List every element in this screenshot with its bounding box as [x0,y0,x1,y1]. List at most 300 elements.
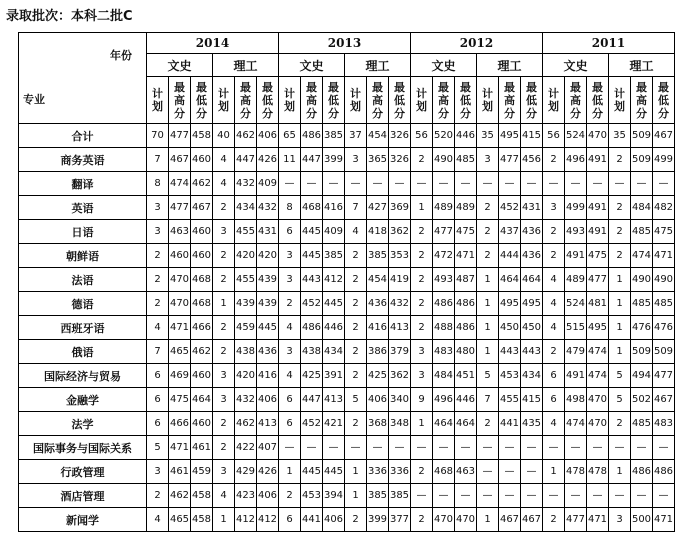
major-name-cell: 德语 [19,292,147,316]
score-cell: 8 [147,172,169,196]
score-cell: — [499,172,521,196]
score-cell: 453 [301,484,323,508]
major-name-cell: 法学 [19,412,147,436]
subcolumn-char: 分 [262,106,273,120]
score-cell: — [521,436,543,460]
score-cell: 56 [411,124,433,148]
score-cell: 2 [345,508,367,532]
score-cell: 70 [147,124,169,148]
score-cell: 461 [191,436,213,460]
score-cell: — [631,484,653,508]
score-cell: — [345,172,367,196]
table-row [19,196,675,220]
score-cell: 37 [345,124,367,148]
score-cell: 436 [367,292,389,316]
score-cell: 460 [191,148,213,172]
score-cell: 2 [411,244,433,268]
score-cell: 470 [587,412,609,436]
score-cell: 456 [521,148,543,172]
score-cell: — [389,436,411,460]
score-cell: 470 [169,268,191,292]
score-cell: 460 [191,364,213,388]
score-cell: 2 [411,148,433,172]
subcolumn-char: 最 [174,80,185,94]
score-cell: 491 [587,196,609,220]
score-cell: — [433,436,455,460]
table-row [19,364,675,388]
table-row [19,220,675,244]
score-cell: 4 [147,316,169,340]
score-cell: 1 [345,484,367,508]
score-cell: 445 [301,220,323,244]
score-cell: 486 [455,292,477,316]
score-cell: 2 [213,196,235,220]
score-cell: 464 [433,412,455,436]
score-cell: 2 [213,412,235,436]
score-cell: 3 [213,388,235,412]
score-cell: — [587,436,609,460]
score-cell: 465 [169,508,191,532]
category-header-2013-science: 理工 [345,54,411,77]
score-cell: 2 [477,220,499,244]
score-cell: — [477,460,499,484]
subcolumn-char: 分 [438,106,449,120]
score-cell: 467 [521,508,543,532]
major-name-cell: 行政管理 [19,460,147,484]
score-cell: 468 [433,460,455,484]
score-cell: 2 [609,196,631,220]
score-cell: — [609,484,631,508]
subcolumn-char: 划 [416,100,427,113]
score-cell: 441 [499,412,521,436]
score-cell: 486 [455,316,477,340]
score-cell: 462 [235,412,257,436]
subcolumn-char: 划 [152,100,163,113]
score-cell: 407 [257,436,279,460]
score-cell: 509 [631,124,653,148]
subcolumn-char: 分 [328,106,339,120]
score-cell: 5 [609,364,631,388]
score-cell: 469 [169,364,191,388]
score-cell: — [279,172,301,196]
score-cell: 362 [389,364,411,388]
score-cell: 463 [169,220,191,244]
score-cell: 509 [631,148,653,172]
score-cell: 432 [389,292,411,316]
score-cell: 454 [367,124,389,148]
score-cell: 454 [367,268,389,292]
score-cell: — [521,484,543,508]
major-axis-label: 专业 [23,93,45,106]
score-cell: 348 [389,412,411,436]
major-name-cell: 法语 [19,268,147,292]
subcolumn-header-max-score [565,77,587,124]
score-cell: 477 [587,268,609,292]
major-name-cell: 日语 [19,220,147,244]
score-cell: 385 [367,244,389,268]
score-cell: 386 [367,340,389,364]
score-cell: 485 [631,220,653,244]
score-cell: 385 [323,124,345,148]
score-cell: 353 [389,244,411,268]
score-cell: 3 [147,196,169,220]
score-cell: 1 [345,460,367,484]
score-cell: 434 [235,196,257,220]
table-row [19,436,675,460]
table-row [19,508,675,532]
score-cell: 385 [323,244,345,268]
score-cell: 494 [631,364,653,388]
score-cell: 434 [323,340,345,364]
score-cell: 477 [433,220,455,244]
score-cell: 482 [653,196,675,220]
score-cell: 2 [609,412,631,436]
score-cell: 7 [147,340,169,364]
score-cell: 472 [433,244,455,268]
score-cell: 486 [433,292,455,316]
subcolumn-char: 最 [570,80,581,94]
score-cell: 490 [653,268,675,292]
score-cell: 1 [213,508,235,532]
score-cell: 340 [389,388,411,412]
subcolumn-char: 最 [240,80,251,94]
score-cell: 466 [169,412,191,436]
subcolumn-char: 最 [526,80,537,94]
score-cell: 477 [169,196,191,220]
score-cell: 477 [565,508,587,532]
score-cell: 362 [389,220,411,244]
score-cell: — [411,172,433,196]
score-cell: 2 [147,244,169,268]
score-cell: 467 [653,388,675,412]
score-cell: 455 [235,220,257,244]
score-cell: 2 [411,460,433,484]
table-row [19,460,675,484]
score-cell: 471 [169,436,191,460]
major-name-cell: 英语 [19,196,147,220]
score-cell: 6 [147,388,169,412]
score-cell: 385 [367,484,389,508]
score-cell: 445 [257,316,279,340]
table-row [19,268,675,292]
score-cell: — [367,172,389,196]
score-cell: 3 [279,244,301,268]
score-cell: 485 [631,292,653,316]
score-cell: 467 [653,124,675,148]
category-header-2011-science: 理工 [609,54,675,77]
score-cell: 458 [191,508,213,532]
subcolumn-char: 分 [306,106,317,120]
score-cell: — [323,436,345,460]
score-cell: 2 [609,148,631,172]
score-cell: 493 [565,220,587,244]
subcolumn-char: 低 [328,93,339,107]
major-name-cell: 商务英语 [19,148,147,172]
score-cell: — [433,172,455,196]
year-header-row [19,33,675,54]
score-cell: 491 [587,148,609,172]
score-cell: 475 [455,220,477,244]
score-cell: — [455,172,477,196]
subcolumn-char: 划 [482,100,493,113]
score-cell: 485 [455,148,477,172]
subcolumn-char: 最 [460,80,471,94]
table-body [19,124,675,532]
score-cell: 4 [213,484,235,508]
score-cell: 1 [609,340,631,364]
score-cell: — [653,436,675,460]
subcolumn-header-max-score [367,77,389,124]
score-cell: 509 [653,340,675,364]
table-header [19,33,675,124]
score-cell: — [279,436,301,460]
score-cell: 7 [147,148,169,172]
subcolumn-char: 低 [658,93,669,107]
score-cell: 420 [257,244,279,268]
score-cell: 493 [433,268,455,292]
score-cell: 450 [499,316,521,340]
score-cell: 3 [213,220,235,244]
score-cell: 431 [521,196,543,220]
score-cell: 478 [587,460,609,484]
score-cell: 422 [235,436,257,460]
score-cell: 2 [279,484,301,508]
year-axis-label: 年份 [110,49,132,62]
score-cell: 365 [367,148,389,172]
score-cell: 500 [631,508,653,532]
subcolumn-header-plan [543,77,565,124]
score-cell: 4 [345,220,367,244]
score-cell: 406 [323,508,345,532]
score-cell: — [433,484,455,508]
score-cell: 2 [411,508,433,532]
score-cell: 432 [235,388,257,412]
subcolumn-char: 划 [218,100,229,113]
score-cell: 3 [411,364,433,388]
score-cell: 471 [169,316,191,340]
subcolumn-header-max-score [235,77,257,124]
score-cell: 3 [147,460,169,484]
score-cell: 431 [257,220,279,244]
score-cell: 336 [389,460,411,484]
score-cell: 2 [279,292,301,316]
score-cell: 4 [213,148,235,172]
major-name-cell: 国际事务与国际关系 [19,436,147,460]
score-cell: 451 [455,364,477,388]
subcolumn-char: 低 [196,93,207,107]
score-cell: 3 [279,268,301,292]
score-cell: — [609,436,631,460]
score-cell: 477 [499,148,521,172]
score-cell: 491 [565,364,587,388]
subcolumn-char: 最 [196,80,207,94]
score-cell: 336 [367,460,389,484]
score-cell: 455 [499,388,521,412]
score-cell: 1 [477,508,499,532]
corner-header-cell [19,33,147,124]
subcolumn-char: 最 [504,80,515,94]
score-cell: 515 [565,316,587,340]
score-cell: 406 [367,388,389,412]
score-cell: 413 [389,316,411,340]
score-cell: 5 [477,364,499,388]
subcolumn-char: 计 [614,87,625,100]
score-cell: 426 [257,148,279,172]
score-cell: 1 [609,316,631,340]
score-cell: 2 [477,244,499,268]
score-cell: — [543,436,565,460]
score-cell: — [455,436,477,460]
score-cell: 462 [191,340,213,364]
score-cell: 11 [279,148,301,172]
score-cell: 6 [279,508,301,532]
score-cell: 3 [477,148,499,172]
score-cell: 471 [653,508,675,532]
score-cell: 439 [257,292,279,316]
score-cell: 438 [235,340,257,364]
score-cell: 394 [323,484,345,508]
score-cell: 455 [235,268,257,292]
score-cell: 495 [587,316,609,340]
subcolumn-header-min-score [389,77,411,124]
score-cell: 2 [345,412,367,436]
subcolumn-char: 高 [174,93,185,107]
subcolumn-header-min-score [191,77,213,124]
score-cell: 1 [543,460,565,484]
score-cell: 421 [323,412,345,436]
table-row [19,172,675,196]
subcolumn-char: 分 [526,106,537,120]
score-cell: — [587,172,609,196]
score-cell: 413 [323,388,345,412]
score-cell: 3 [213,460,235,484]
score-cell: 3 [411,340,433,364]
category-header-2013-arts: 文史 [279,54,345,77]
score-cell: 326 [389,148,411,172]
score-cell: — [411,436,433,460]
subcolumn-char: 分 [504,106,515,120]
score-cell: 7 [345,196,367,220]
score-cell: 2 [147,268,169,292]
subcolumn-char: 最 [372,80,383,94]
score-cell: 385 [389,484,411,508]
score-cell: 399 [367,508,389,532]
score-cell: 496 [433,388,455,412]
subcolumn-header-plan [477,77,499,124]
score-cell: 412 [257,508,279,532]
major-name-cell: 新闻学 [19,508,147,532]
score-cell: 461 [169,460,191,484]
score-cell: 471 [455,244,477,268]
score-cell: 5 [147,436,169,460]
score-cell: 427 [367,196,389,220]
score-cell: 56 [543,124,565,148]
subcolumn-header-plan [345,77,367,124]
score-cell: — [499,436,521,460]
score-cell: 2 [543,508,565,532]
score-cell: 474 [587,364,609,388]
table-row [19,244,675,268]
score-cell: — [477,172,499,196]
score-cell: 3 [543,196,565,220]
score-cell: 470 [587,124,609,148]
score-cell: 470 [169,292,191,316]
score-cell: 1 [609,292,631,316]
score-cell: 447 [235,148,257,172]
score-cell: — [301,172,323,196]
table-row [19,388,675,412]
score-cell: 2 [345,244,367,268]
score-cell: 488 [433,316,455,340]
score-cell: 520 [433,124,455,148]
score-cell: 450 [521,316,543,340]
score-cell: 471 [587,508,609,532]
score-cell: 464 [455,412,477,436]
score-cell: — [521,172,543,196]
score-cell: — [543,484,565,508]
score-cell: 2 [345,292,367,316]
table-row [19,316,675,340]
score-cell: 470 [433,508,455,532]
score-cell: 418 [367,220,389,244]
score-cell: — [345,436,367,460]
score-cell: — [499,460,521,484]
score-cell: 458 [191,484,213,508]
major-name-cell: 国际经济与贸易 [19,364,147,388]
subcolumn-char: 最 [438,80,449,94]
score-cell: — [653,172,675,196]
score-cell: 453 [499,364,521,388]
score-cell: — [367,436,389,460]
subcolumn-header-min-score [323,77,345,124]
score-cell: 369 [389,196,411,220]
admission-score-table [18,32,675,532]
subcolumn-header-plan [213,77,235,124]
score-cell: 2 [213,436,235,460]
score-cell: 2 [543,340,565,364]
score-cell: 4 [279,364,301,388]
score-cell: 2 [543,244,565,268]
score-cell: 443 [499,340,521,364]
score-cell: 498 [565,388,587,412]
score-cell: 326 [389,124,411,148]
score-cell: 35 [477,124,499,148]
score-cell: 485 [653,292,675,316]
subcolumn-header-plan [147,77,169,124]
subcolumn-char: 分 [196,106,207,120]
score-cell: 4 [543,268,565,292]
score-cell: 452 [499,196,521,220]
subcolumn-char: 计 [284,87,295,100]
score-cell: 406 [257,124,279,148]
category-header-2014-arts: 文史 [147,54,213,77]
subcolumn-char: 分 [372,106,383,120]
score-cell: 468 [191,292,213,316]
score-cell: 436 [257,340,279,364]
subcolumn-char: 分 [658,106,669,120]
subcolumn-char: 低 [592,93,603,107]
subcolumn-char: 分 [592,106,603,120]
score-cell: 6 [279,220,301,244]
category-header-2011-arts: 文史 [543,54,609,77]
subcolumn-char: 计 [416,87,427,100]
batch-caption: 录取批次：本科二批C [6,9,133,24]
score-cell: 4 [279,316,301,340]
score-cell: 496 [565,148,587,172]
subcolumn-char: 最 [262,80,273,94]
subcolumn-header-max-score [499,77,521,124]
score-cell: 6 [147,412,169,436]
